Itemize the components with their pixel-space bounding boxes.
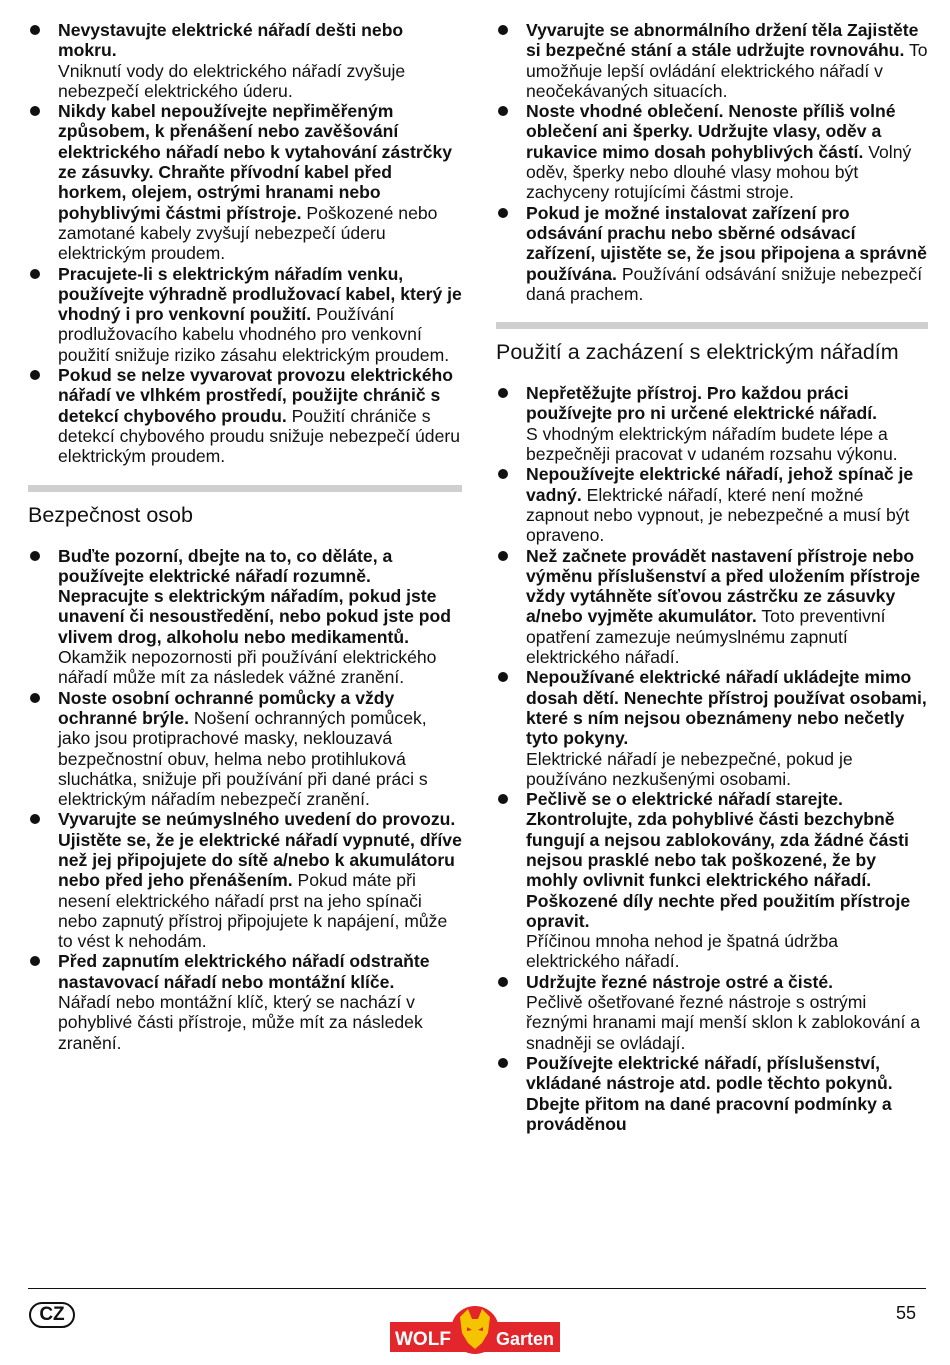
list-item: Nepřetěžujte přístroj. Pro každou práci používejte pro ni určené elektrické nářadí. S vhodným elektrickým nářadím budete lépe a bezpečněji pracovat v udaném rozsahu výkonu.	[496, 383, 928, 464]
logo-text-wolf: WOLF	[395, 1329, 451, 1350]
list-item: Nepoužívané elektrické nářadí ukládejte mimo dosah dětí. Nenechte přístroj používat osobami, které s ním nejsou obeznámeny nebo nečetly tyto pokyny. Elektrické nářadí je nebezpečné, pokud je používáno nezkušenými osobami.	[496, 667, 928, 789]
bullet-icon	[498, 208, 508, 218]
list-item: Pokud se nelze vyvarovat provozu elektrického nářadí ve vlhkém prostředí, použijte chránič s detekcí chybového proudu. Použití chrániče s detekcí chybového proudu snižuje nebezpečí úderu elektrickým proudem.	[28, 365, 462, 466]
bullet-icon	[498, 977, 508, 987]
list-item: Pokud je možné instalovat zařízení pro odsávání prachu nebo sběrné odsávací zařízení, ujistěte se, že jsou připojena a správně používána. Používání odsávání snižuje nebezpečí daná prachem.	[496, 203, 928, 304]
bullet-icon	[30, 814, 40, 824]
bullet-icon	[30, 269, 40, 279]
bullet-icon	[30, 25, 40, 35]
section-title: Bezpečnost osob	[28, 502, 193, 527]
bullet-icon	[30, 693, 40, 703]
bullet-icon	[498, 25, 508, 35]
page-number: 55	[896, 1303, 917, 1323]
list-item: Noste vhodné oblečení. Nenoste příliš volné oblečení ani šperky. Udržujte vlasy, oděv a rukavice mimo dosah pohyblivých částí. Volný oděv, šperky nebo dlouhé vlasy mohou být zachyceny rotujícími částmi stroje.	[496, 101, 928, 202]
bullet-icon	[30, 956, 40, 966]
list-item: Vyvarujte se abnormálního držení těla Zajistěte si bezpečné stání a stále udržujte rovnováhu. To umožňuje lepší ovládání elektrického nářadí v neočekávaných situacích.	[496, 20, 928, 101]
language-badge: CZ	[29, 1302, 75, 1328]
bullet-icon	[30, 551, 40, 561]
right-section-list	[496, 383, 928, 1134]
bullet-icon	[498, 469, 508, 479]
section-divider	[496, 322, 928, 329]
section-title: Použití a zacházení s elektrickým nářadím	[496, 340, 899, 365]
list-item: Noste osobní ochranné pomůcky a vždy ochranné brýle. Nošení ochranných pomůcek, jako jsou protiprachové masky, neklouzavá bezpečnostní obuv, helma nebo protihluková sluchátka, snižuje při používání při dané práci s elektrickým nářadím nebezpečí zranění.	[28, 688, 462, 810]
bullet-icon	[30, 106, 40, 116]
list-item: Vyvarujte se neúmyslného uvedení do provozu. Ujistěte se, že je elektrické nářadí vypnuté, dříve než jej připojujete do sítě a/nebo k akumulátoru nebo před jeho přenášením. Pokud máte při nesení elektrického nářadí prst na jeho spínači nebo zapnutý přístroj připojujete k napájení, může to vést k nehodám.	[28, 809, 462, 951]
list-item: Pracujete-li s elektrickým nářadím venku, používejte výhradně prodlužovací kabel, který je vhodný i pro venkovní použití. Používání prodlužovacího kabelu vhodného pro venkovní použití snižuje riziko zásahu elektrickým proudem.	[28, 264, 462, 365]
right-column	[496, 20, 928, 1134]
list-item: Nikdy kabel nepoužívejte nepřiměřeným způsobem, k přenášení nebo zavěšování elektrického nářadí nebo k vytahování zástrčky ze zásuvky. Chraňte přívodní kabel před horkem, olejem, ostrými hranami nebo pohyblivými částmi přístroje. Poškozené nebo zamotané kabely zvyšují nebezpečí úderu elektrickým proudem.	[28, 101, 462, 263]
bullet-icon	[498, 551, 508, 561]
bullet-icon	[498, 106, 508, 116]
list-item: Používejte elektrické nářadí, příslušenství, vkládané nástroje atd. podle těchto pokynů. Dbejte přitom na dané pracovní podmínky a prováděnou	[496, 1053, 928, 1134]
list-item: Buďte pozorní, dbejte na to, co děláte, a používejte elektrické nářadí rozumně. Nepracujte s elektrickým nářadím, pokud jste unavení či nesoustředění, nebo pokud jste pod vlivem drog, alkoholu nebo medikamentů. Okamžik nepozornosti při používání elektrického nářadí může mít za následek vážné zranění.	[28, 546, 462, 688]
wolf-garten-logo	[390, 1305, 560, 1360]
list-item: Před zapnutím elektrického nářadí odstraňte nastavovací nářadí nebo montážní klíče. Nářadí nebo montážní klíč, který se nachází v pohyblivé části přístroje, může mít za následek zranění.	[28, 951, 462, 1052]
logo-text-garten: Garten	[496, 1329, 555, 1349]
left-column	[28, 20, 462, 1053]
list-item: Než začnete provádět nastavení přístroje nebo výměnu příslušenství a před uložením přístroje vždy vytáhněte síťovou zástrčku ze zásuvky a/nebo vyjměte akumulátor. Toto preventivní opatření zamezuje neúmyslnému zapnutí elektrického nářadí.	[496, 546, 928, 668]
bullet-icon	[498, 672, 508, 682]
section-divider	[28, 485, 462, 492]
list-item: Udržujte řezné nástroje ostré a čisté. Pečlivě ošetřované řezné nástroje s ostrými řeznými hranami mají menší sklon k zablokování a snadněji se ovládají.	[496, 972, 928, 1053]
list-item: Nevystavujte elektrické nářadí dešti nebo mokru. Vniknutí vody do elektrického nářadí zvyšuje nebezpečí elektrického úderu.	[28, 20, 462, 101]
bullet-icon	[498, 794, 508, 804]
left-top-list	[28, 20, 462, 467]
list-item: Pečlivě se o elektrické nářadí starejte. Zkontrolujte, zda pohyblivé části bezchybně fungují a nejsou zablokovány, zda žádné části nejsou prasklé nebo tak poškozené, že by mohly ovlivnit funkci elektrického nářadí. Poškozené díly nechte před použitím přístroje opravit. Příčinou mnoha nehod je špatná údržba elektrického nářadí.	[496, 789, 928, 972]
bullet-icon	[498, 388, 508, 398]
list-item: Nepoužívejte elektrické nářadí, jehož spínač je vadný. Elektrické nářadí, které není možné zapnout nebo vypnout, je nebezpečné a musí být opraveno.	[496, 464, 928, 545]
bullet-icon	[498, 1058, 508, 1068]
bullet-icon	[30, 370, 40, 380]
footer-divider	[28, 1288, 926, 1289]
left-section-list	[28, 546, 462, 1053]
right-top-list	[496, 20, 928, 304]
